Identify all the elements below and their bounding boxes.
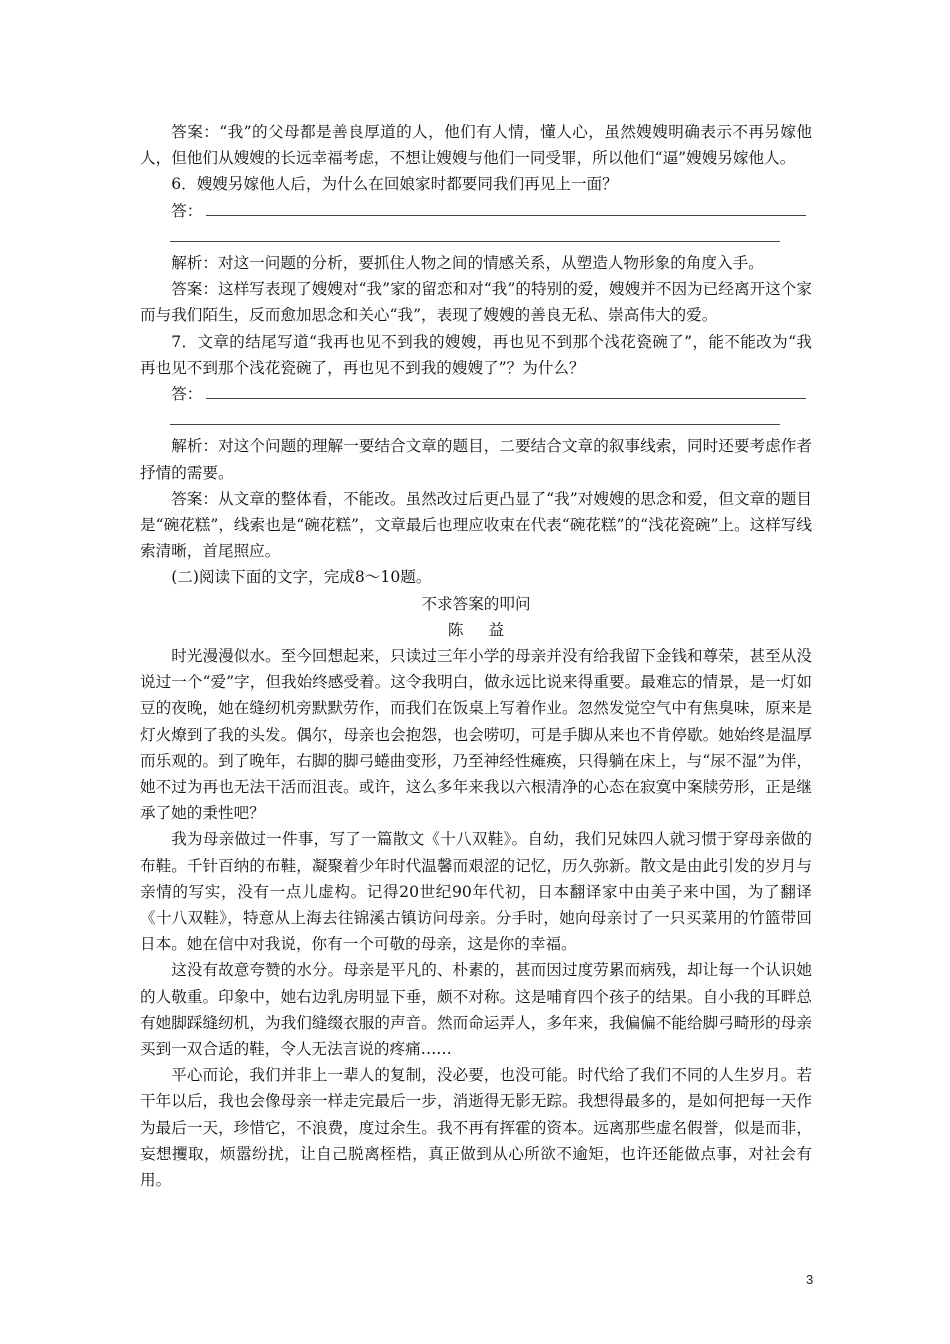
analysis-7: 解析：对这个问题的理解一要结合文章的题目，二要结合文章的叙事线索，同时还要考虑作者抒情的需要。: [140, 437, 812, 482]
answer-blank: [170, 231, 780, 242]
answer-paragraph-5: 答案：“我”的父母都是善良厚道的人，他们有人情，懂人心，虽然嫂嫂明确表示不再另嫁他人，但他们从嫂嫂的长远幸福考虑，不想让嫂嫂与他们一同受罪，所以他们“逼”嫂嫂另嫁他人。: [140, 123, 812, 168]
answer-blank: [170, 414, 780, 425]
question-6: 6．嫂嫂另嫁他人后，为什么在回娘家时都要同我们再见上一面？: [171, 175, 618, 194]
article-paragraph: 时光漫漫似水。至今回想起来，只读过三年小学的母亲并没有给我留下金钱和尊荣，甚至从没说过一个“爱”字，但我始终感受着。这令我明白，做永远比说来得重要。最难忘的情景，是一灯如豆的夜晚，她在缝纫机旁默默劳作，而我们在饭桌上写着作业。忽然发觉空气中有焦臭味，原来是灯火燎到了我的头发。偶尔，母亲也会抱怨，也会唠叨，可是手脚从来也不肯停歇。她始终是温厚而乐观的。到了晚年，右脚的脚弓蜷曲变形，乃至神经性瘫痪，只得躺在床上，与“尿不湿”为伴，她不过为再也无法干活而沮丧。或许，这么多年来我以六根清净的心态在寂寞中案牍劳形，正是继承了她的秉性吧？: [140, 647, 812, 823]
page-number: 3: [806, 1272, 814, 1287]
article-paragraph: 平心而论，我们并非上一辈人的复制，没必要，也没可能。时代给了我们不同的人生岁月。若干年以后，我也会像母亲一样走完最后一步，消逝得无影无踪。我想得最多的，是如何把每一天作为最后一天，珍惜它，不浪费，度过余生。我不再有挥霍的资本。远离那些虚名假誉，似是而非，妄想攫取，烦嚣纷扰，让自己脱离桎梏，真正做到从心所欲不逾矩，也许还能做点事，对社会有用。: [140, 1066, 812, 1190]
article-title: 不求答案的叩问: [421, 594, 531, 613]
answer-label: 答：: [171, 201, 203, 220]
answer-7: 答案：从文章的整体看，不能改。虽然改过后更凸显了“我”对嫂嫂的思念和爱，但文章的题目是“碗花糕”，线索也是“碗花糕”，文章最后也理应收束在代表“碗花糕”的“浅花瓷碗”上。这样写线索清晰，首尾照应。: [140, 489, 812, 561]
answer-6: 答案：这样写表现了嫂嫂对“我”家的留恋和对“我”的特别的爱，嫂嫂并不因为已经离开这个家而与我们陌生，反而愈加思念和关心“我”，表现了嫂嫂的善良无私、崇高伟大的爱。: [140, 280, 812, 325]
question-7: 7．文章的结尾写道“我再也见不到我的嫂嫂，再也见不到那个浅花瓷碗了”，能不能改为“我再也见不到那个浅花瓷碗了，再也见不到我的嫂嫂了”？为什么？: [140, 332, 812, 377]
page-content: [140, 119, 812, 1193]
analysis-6: 解析：对这一问题的分析，要抓住人物之间的情感关系，从塑造人物形象的角度入手。: [171, 253, 764, 272]
answer-blank-line: [170, 407, 812, 433]
article-paragraph: 这没有故意夸赞的水分。母亲是平凡的、朴素的，甚而因过度劳累而病残，却让每一个认识她的人敬重。印象中，她右边乳房明显下垂，颇不对称。这是哺育四个孩子的结果。自小我的耳畔总有她脚踩缝纫机，为我们缝缀衣服的声音。然而命运弄人，多年来，我偏偏不能给脚弓畸形的母亲买到一双合适的鞋，令人无法言说的疼痛……: [140, 961, 812, 1059]
article-paragraph: 我为母亲做过一件事，写了一篇散文《十八双鞋》。自幼，我们兄妹四人就习惯于穿母亲做的布鞋。千针百纳的布鞋，凝聚着少年时代温馨而艰涩的记忆，历久弥新。散文是由此引发的岁月与亲情的写实，没有一点儿虚构。记得20世纪90年代初，日本翻译家中由美子来中国，为了翻译《十八双鞋》，特意从上海去往锦溪古镇访问母亲。分手时，她向母亲讨了一只买菜用的竹篮带回日本。她在信中对我说，你有一个可敬的母亲，这是你的幸福。: [140, 830, 812, 954]
answer-line-7: [140, 381, 812, 407]
answer-line-6: [140, 198, 812, 224]
answer-blank-line: [170, 224, 812, 250]
answer-blank: [206, 205, 806, 216]
answer-blank: [206, 388, 806, 399]
answer-label: 答：: [171, 384, 203, 403]
article-author: 陈益: [447, 620, 530, 639]
section-heading: (二)阅读下面的文字，完成8～10题。: [171, 568, 432, 587]
